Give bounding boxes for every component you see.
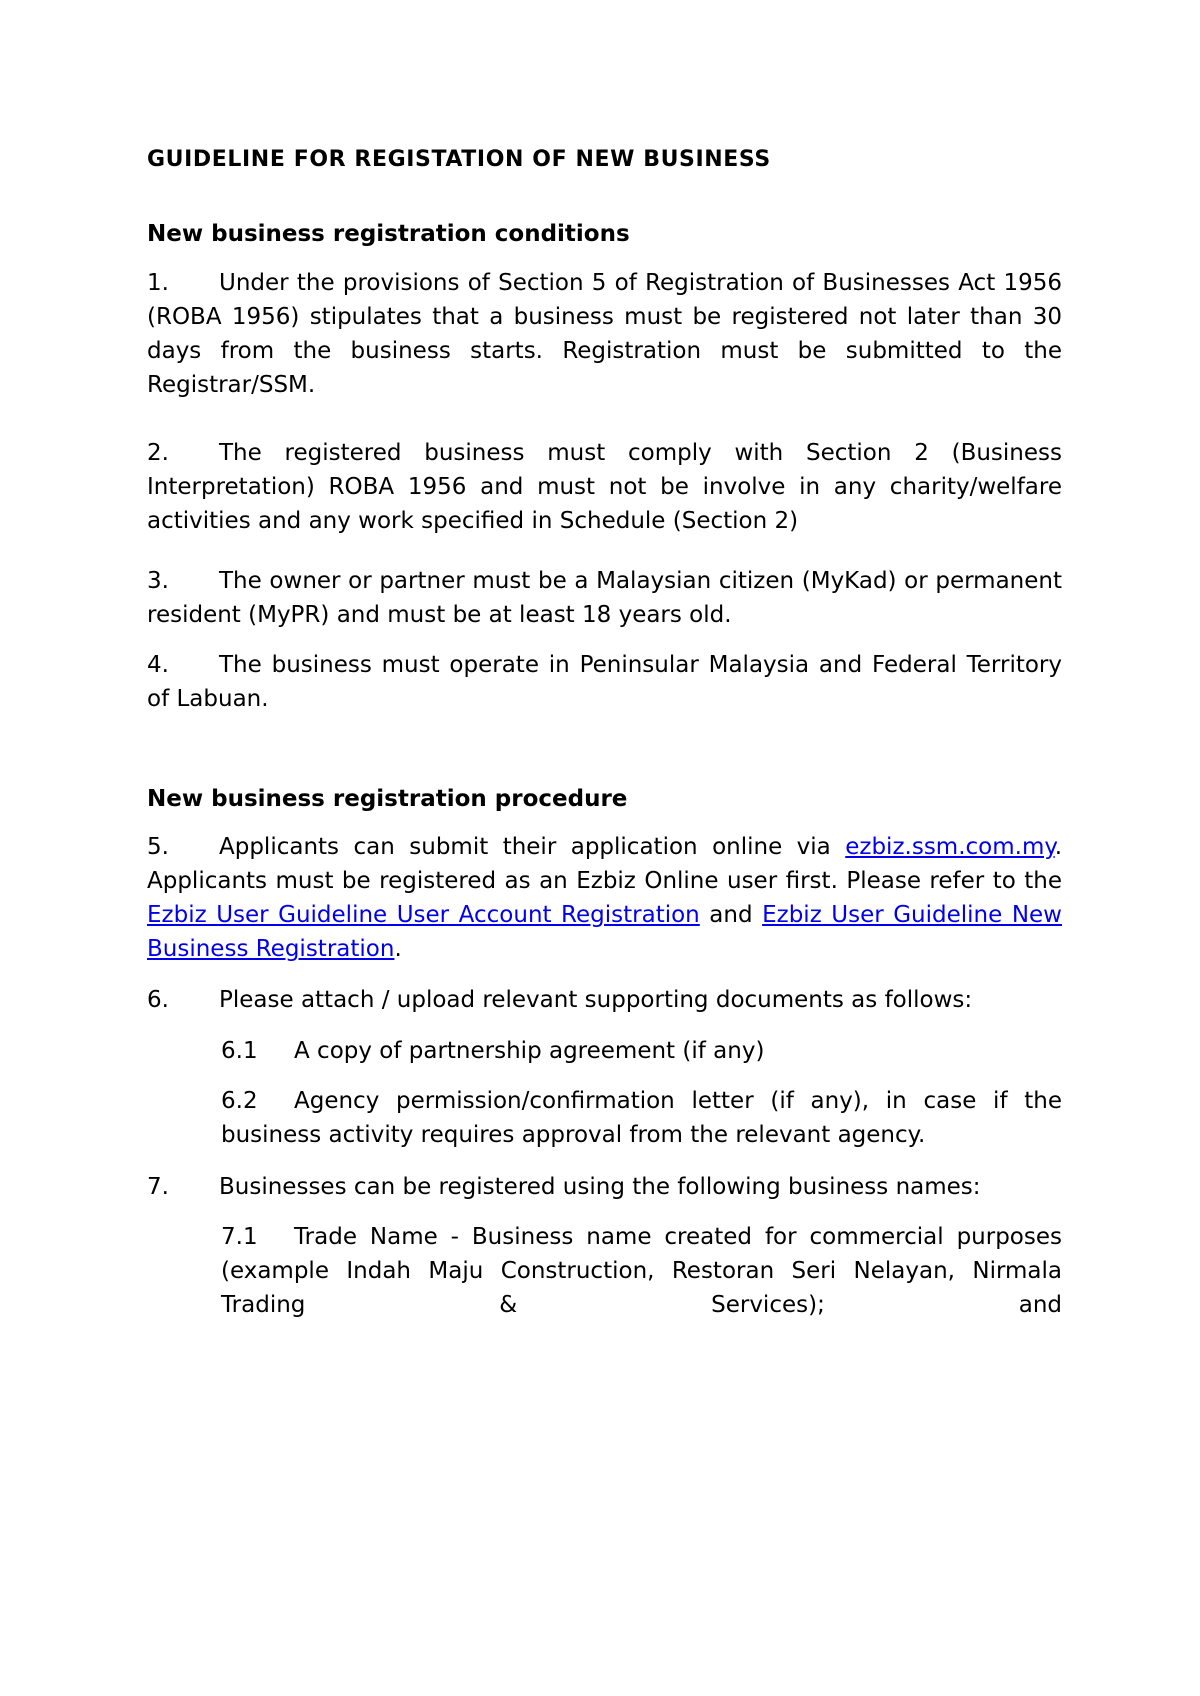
item-number: 6. [147,987,169,1013]
procedure-subitem-7-1 [221,1220,1062,1322]
item-text: The registered business must comply with Section 2 (Business Interpretation) ROBA 1956 and must not be involve in any charity/welfare activities and any work specified in Schedule (Section 2) [147,440,1062,534]
item-text: Under the provisions of Section 5 of Registration of Businesses Act 1956 (ROBA 1956) stipulates that a business must be registered not later than 30 days from the business starts. Registration must be submitted to the Registrar/SSM. [147,270,1062,398]
condition-item-1 [147,266,1062,402]
document-title: GUIDELINE FOR REGISTATION OF NEW BUSINESS [147,147,771,172]
procedure-subitem-6-1 [221,1034,1062,1068]
procedure-item-6 [147,983,1062,1017]
condition-item-3 [147,564,1062,632]
procedure-heading: New business registration procedure [147,786,628,812]
conditions-heading: New business registration conditions [147,221,630,247]
new-business-registration-guideline-link[interactable]: Ezbiz User Guideline New Business Registration [147,902,1062,962]
item-number: 1. [147,270,169,296]
item-text: Please attach / upload relevant supporting documents as follows: [219,987,973,1013]
procedure-item-5 [147,830,1062,966]
item-text: Applicants can submit their application online via [219,834,846,860]
subitem-text: A copy of partnership agreement (if any) [294,1038,765,1064]
item-number: 3. [147,568,169,594]
subitem-number: 6.1 [221,1038,258,1064]
user-account-registration-guideline-link[interactable]: Ezbiz User Guideline User Account Registration [147,902,700,928]
item-number: 7. [147,1174,169,1200]
item-number: 4. [147,652,169,678]
procedure-item-7 [147,1170,1062,1204]
item-text: . Applicants must be registered as an Ezbiz Online user first. Please refer to the [147,834,1062,894]
condition-item-2 [147,436,1062,538]
subitem-number: 6.2 [221,1088,258,1114]
item-number: 5. [147,834,169,860]
item-text: The business must operate in Peninsular Malaysia and Federal Territory of Labuan. [147,652,1062,712]
subitem-number: 7.1 [221,1224,258,1250]
subitem-text: Trade Name - Business name created for commercial purposes (example Indah Maju Construction, Restoran Seri Nelayan, Nirmala Trading & Services); and [221,1224,1062,1318]
item-text: . [394,936,402,962]
item-text: The owner or partner must be a Malaysian citizen (MyKad) or permanent resident (MyPR) and must be at least 18 years old. [147,568,1062,628]
ezbiz-link[interactable]: ezbiz.ssm.com.my [845,834,1055,860]
item-number: 2. [147,440,169,466]
item-text: and [699,902,763,928]
subitem-text: Agency permission/confirmation letter (if any), in case if the business activity requires approval from the relevant agency. [221,1088,1062,1148]
condition-item-4 [147,648,1062,716]
procedure-subitem-6-2 [221,1084,1062,1152]
item-text: Businesses can be registered using the following business names: [219,1174,981,1200]
